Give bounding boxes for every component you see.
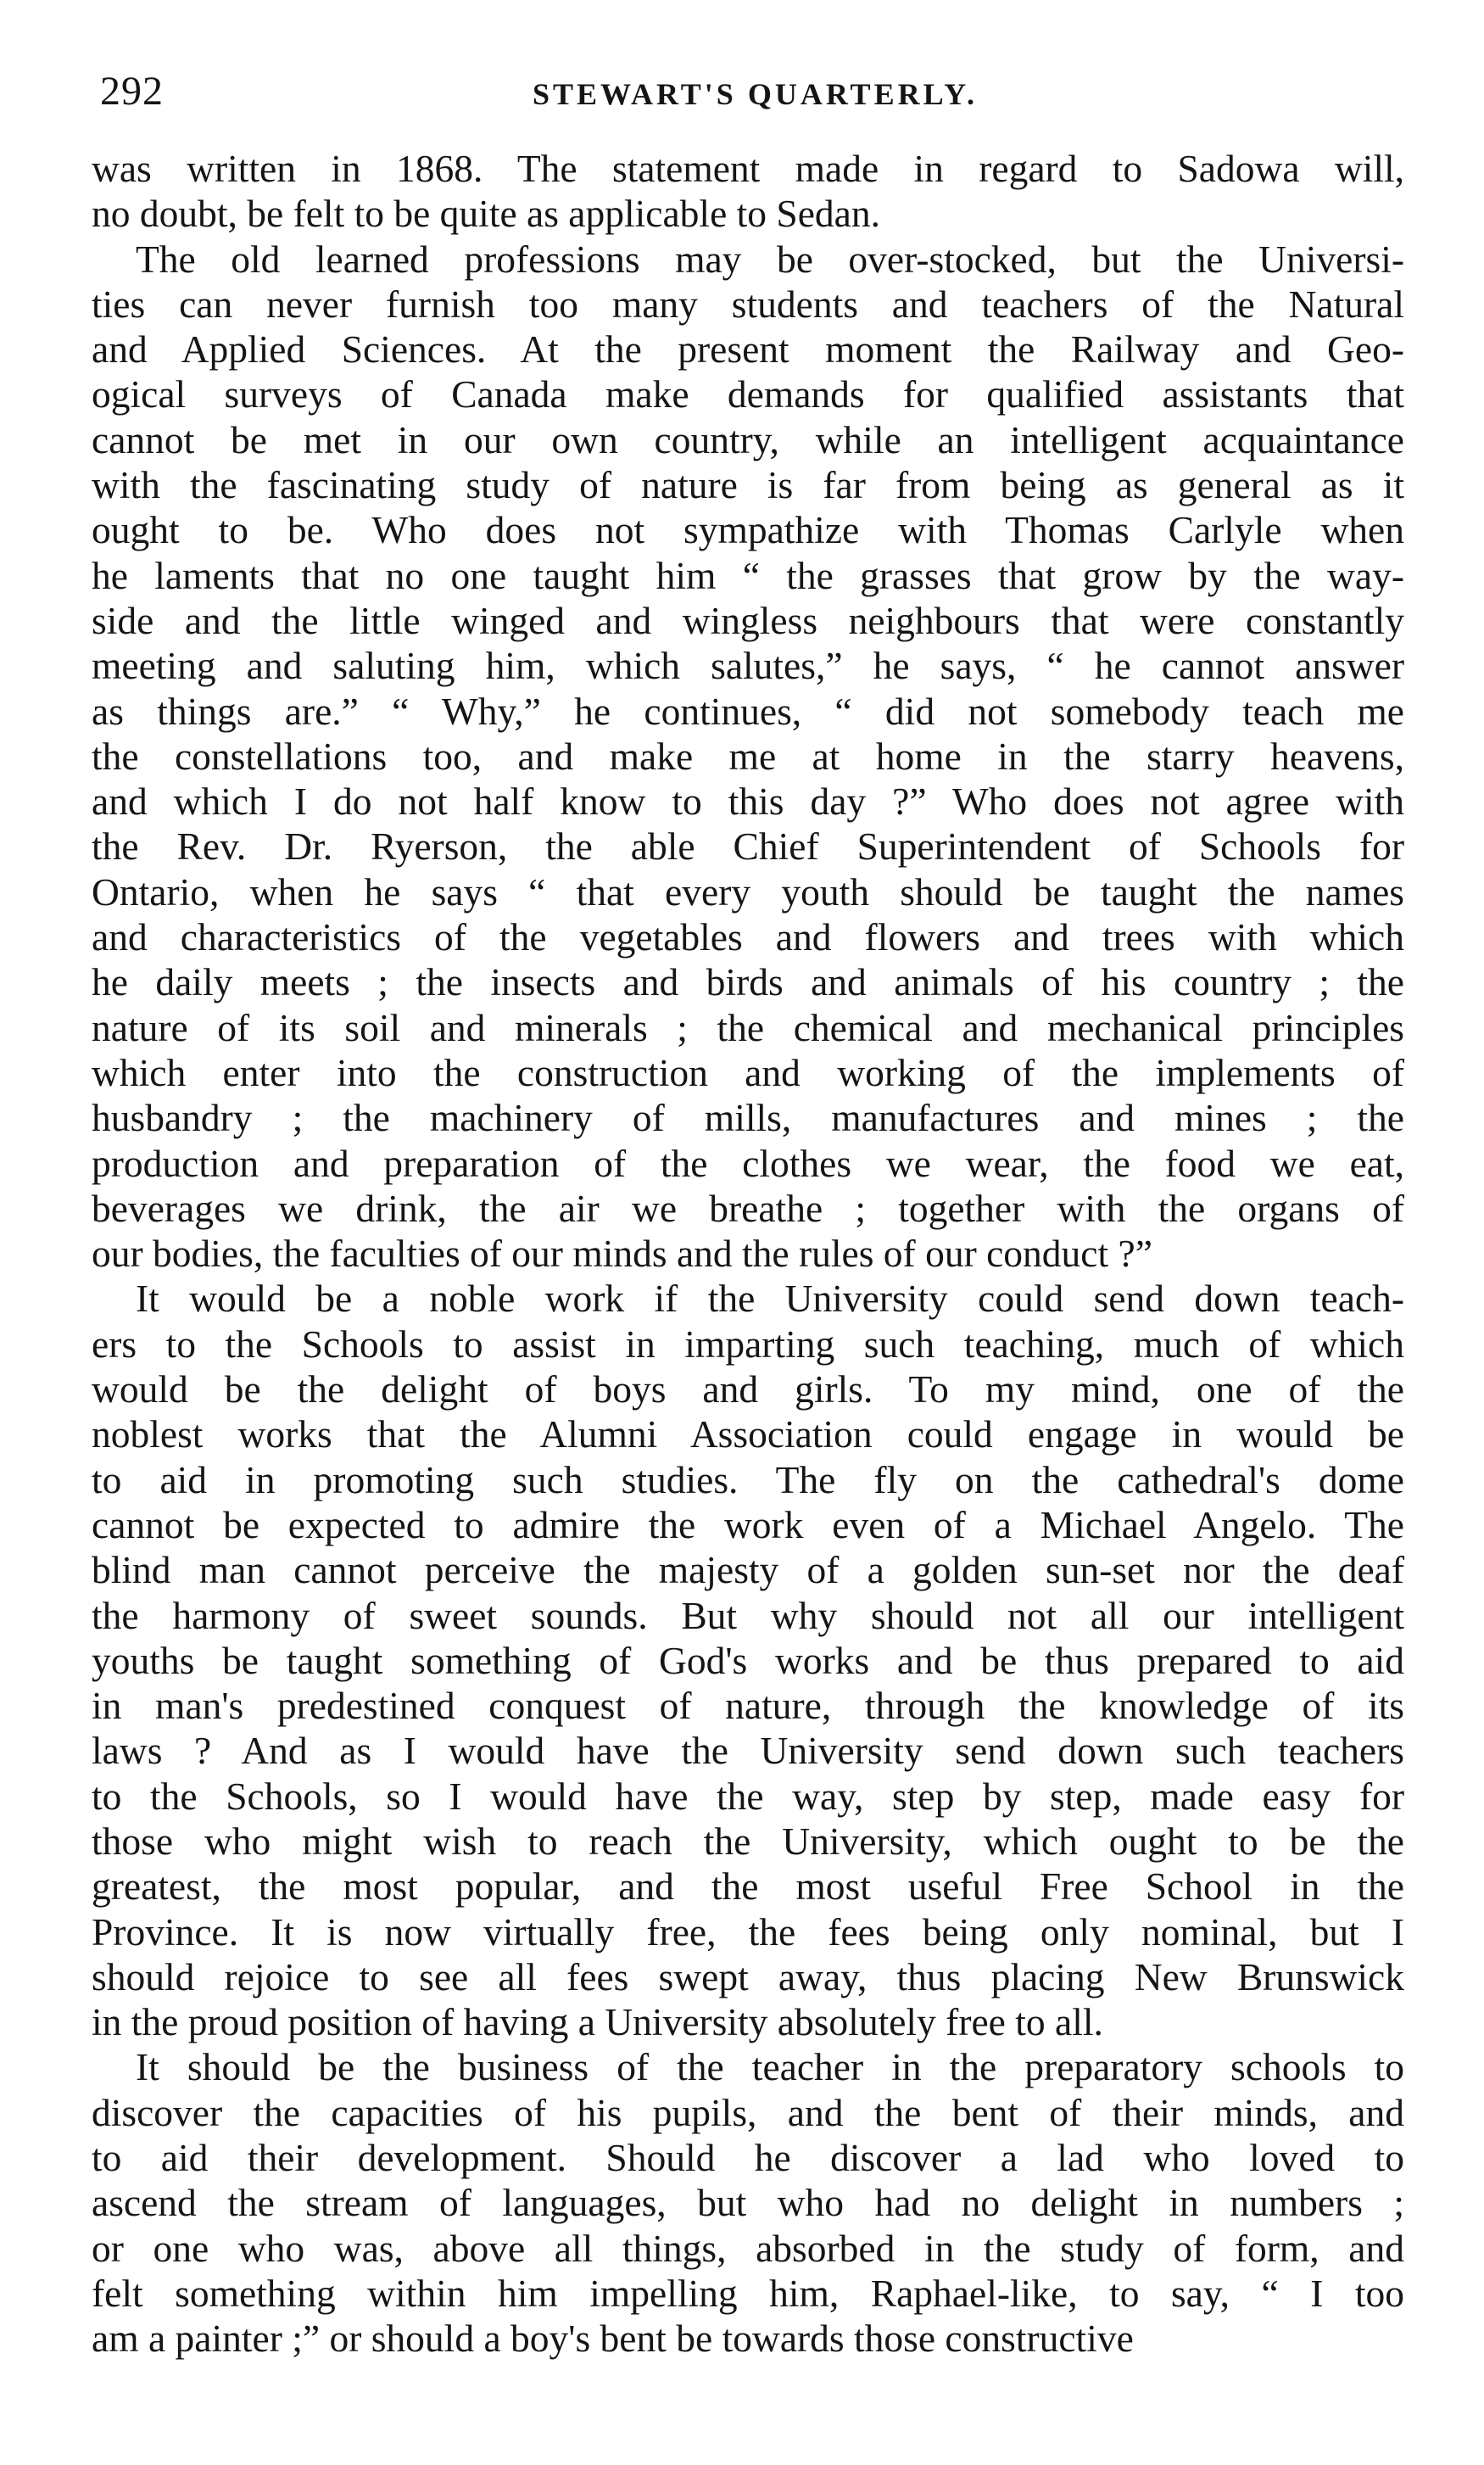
text-line: ogical surveys of Canada make demands for qualified assistants that	[92, 372, 1404, 416]
text-line: to aid their development. Should he discover a lad who loved to	[92, 2136, 1404, 2180]
text-line: no doubt, be felt to be quite as applicable to Sedan.	[92, 192, 880, 236]
text-line: discover the capacities of his pupils, and the bent of their minds, and	[92, 2090, 1404, 2134]
text-line: our bodies, the faculties of our minds and the rules of our conduct ?”	[92, 1232, 1152, 1276]
text-line: ties can never furnish too many students and teachers of the Natural	[92, 282, 1404, 326]
paragraph	[92, 1276, 1404, 2044]
text-line: felt something within him impelling him, Raphael-like, to say, “ I too	[92, 2271, 1404, 2315]
text-line: as things are.” “ Why,” he continues, “ did not somebody teach me	[92, 689, 1404, 733]
text-line: nature of its soil and minerals ; the chemical and mechanical principles	[92, 1005, 1404, 1049]
text-line: he daily meets ; the insects and birds and animals of his country ; the	[92, 960, 1404, 1004]
body-text	[92, 146, 1404, 2362]
page-number: 292	[100, 69, 164, 114]
text-line: ers to the Schools to assist in imparting such teaching, much of which	[92, 1322, 1404, 1366]
text-line: would be the delight of boys and girls. To my mind, one of the	[92, 1367, 1404, 1411]
text-line: Ontario, when he says “ that every youth should be taught the names	[92, 869, 1404, 914]
text-line: with the fascinating study of nature is far from being as general as it	[92, 463, 1404, 507]
text-line: or one who was, above all things, absorbed in the study of form, and	[92, 2226, 1404, 2270]
text-line: beverages we drink, the air we breathe ; together with the organs of	[92, 1186, 1404, 1230]
text-line: and which I do not half know to this day ?” Who does not agree with	[92, 780, 1404, 824]
text-line: husbandry ; the machinery of mills, manufactures and mines ; the	[92, 1096, 1404, 1140]
text-line: in the proud position of having a University absolutely free to all.	[92, 2000, 1103, 2044]
text-line: should rejoice to see all fees swept away, thus placing New Brunswick	[92, 1954, 1404, 1998]
text-line: youths be taught something of God's works and be thus prepared to aid	[92, 1638, 1404, 1682]
text-line: was written in 1868. The statement made in regard to Sadowa will,	[92, 147, 1404, 190]
text-line: which enter into the construction and working of the implements of	[92, 1050, 1404, 1094]
text-line: the constellations too, and make me at home in the starry heavens,	[92, 734, 1404, 778]
text-line: he laments that no one taught him “ the grasses that grow by the way-	[92, 553, 1404, 597]
text-line: It would be a noble work if the University could send down teach-	[136, 1277, 1404, 1321]
text-line: those who might wish to reach the University, which ought to be the	[92, 1819, 1404, 1863]
text-line: to aid in promoting such studies. The fly on the cathedral's dome	[92, 1457, 1404, 1501]
text-line: to the Schools, so I would have the way, step by step, made easy for	[92, 1774, 1404, 1818]
text-line: the harmony of sweet sounds. But why should not all our intelligent	[92, 1593, 1404, 1637]
text-line: in man's predestined conquest of nature, through the knowledge of its	[92, 1684, 1404, 1728]
text-line: The old learned professions may be over-stocked, but the Universi-	[136, 237, 1404, 281]
text-line: greatest, the most popular, and the most useful Free School in the	[92, 1864, 1404, 1909]
text-line: am a painter ;” or should a boy's bent be towards those constructive	[92, 2317, 1134, 2361]
text-line: production and preparation of the clothes we wear, the food we eat,	[92, 1141, 1404, 1185]
text-line: Province. It is now virtually free, the fees being only nominal, but I	[92, 1909, 1404, 1954]
paragraph	[92, 146, 1404, 237]
text-line: ought to be. Who does not sympathize with Thomas Carlyle when	[92, 508, 1404, 552]
paragraph	[92, 2044, 1404, 2361]
text-line: It should be the business of the teacher in the preparatory schools to	[136, 2045, 1404, 2089]
text-line: cannot be met in our own country, while an intelligent acquaintance	[92, 417, 1404, 461]
text-line: meeting and saluting him, which salutes,” he says, “ he cannot answer	[92, 644, 1404, 688]
text-line: and Applied Sciences. At the present moment the Railway and Geo-	[92, 327, 1404, 372]
text-line: noblest works that the Alumni Association could engage in would be	[92, 1412, 1404, 1456]
text-line: ascend the stream of languages, but who had no delight in numbers ;	[92, 2181, 1404, 2225]
text-line: and characteristics of the vegetables and flowers and trees with which	[92, 915, 1404, 959]
text-line: side and the little winged and wingless neighbours that were constantly	[92, 598, 1404, 642]
text-line: cannot be expected to admire the work even of a Michael Angelo. The	[92, 1502, 1404, 1546]
text-line: the Rev. Dr. Ryerson, the able Chief Superintendent of Schools for	[92, 824, 1404, 869]
text-line: laws ? And as I would have the University send down such teachers	[92, 1729, 1404, 1773]
journal-title: STEWART'S QUARTERLY.	[533, 77, 978, 111]
running-head	[100, 66, 1399, 126]
paragraph	[92, 237, 1404, 1277]
text-line: blind man cannot perceive the majesty of a golden sun-set nor the deaf	[92, 1548, 1404, 1592]
